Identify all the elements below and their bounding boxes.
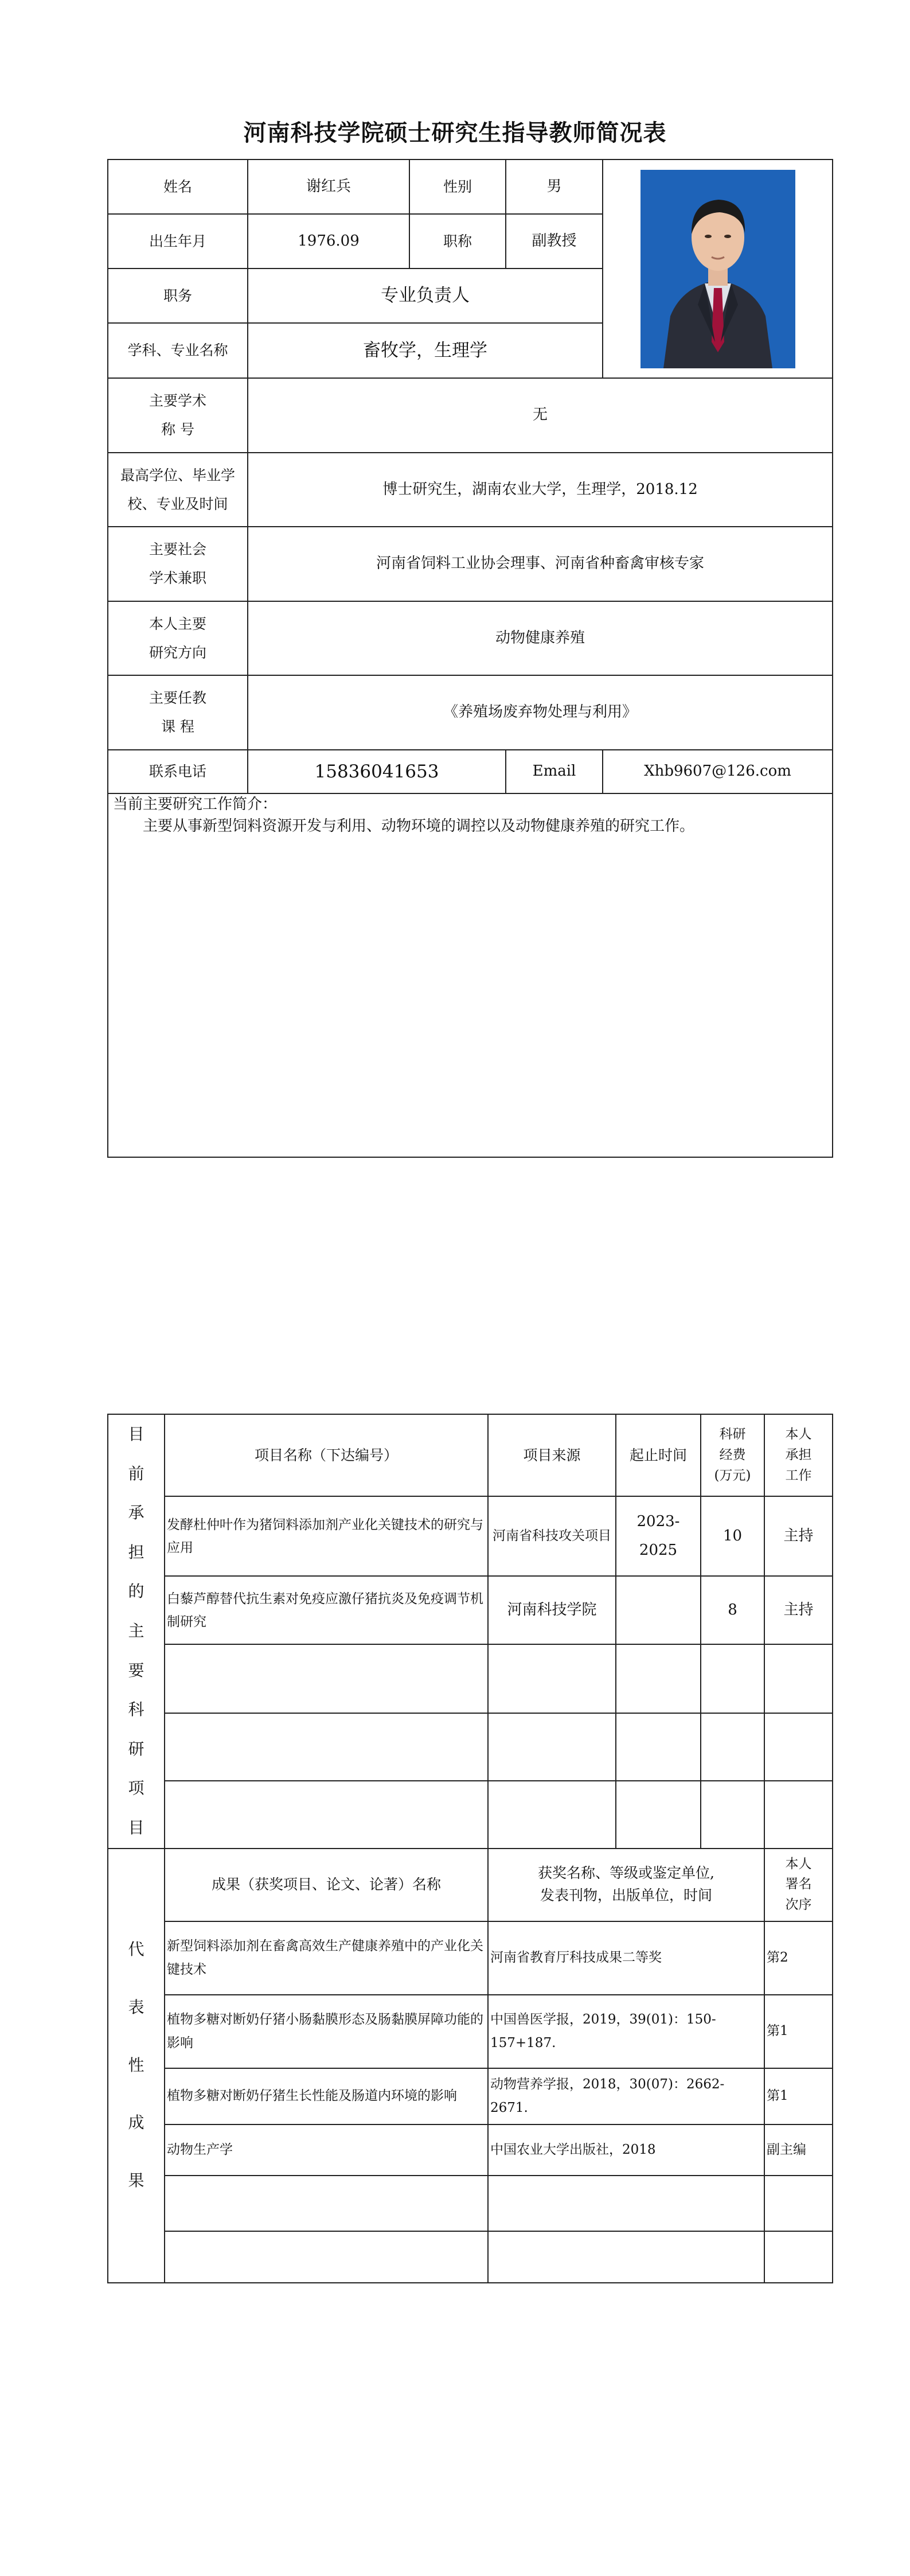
discipline-label: 学科、专业名称 — [108, 323, 248, 378]
research-table — [107, 1414, 833, 2283]
project-name-header: 项目名称（下达编号） — [165, 1414, 488, 1496]
birth-value: 1976.09 — [248, 214, 409, 269]
social-label-line1: 主要社会 — [149, 541, 206, 558]
achievement-detail: 动物营养学报，2018，30(07)：2662-2671. — [488, 2068, 764, 2124]
achievement-order-header: 本人 署名 次序 — [764, 1849, 833, 1921]
name-label: 姓名 — [108, 159, 248, 214]
photo-cell — [603, 159, 833, 378]
honor-value: 无 — [248, 378, 833, 453]
degree-label-line2: 校、专业及时间 — [127, 495, 228, 512]
post-value: 专业负责人 — [248, 269, 603, 323]
honor-label-line1: 主要学术 — [149, 392, 206, 409]
table-row — [108, 2068, 833, 2124]
project-funds-header: 科研 经费 (万元) — [701, 1414, 764, 1496]
intro-cell — [108, 793, 833, 1157]
research-value: 动物健康养殖 — [248, 601, 833, 675]
project-role-header: 本人 承担 工作 — [764, 1414, 833, 1496]
research-label-line2: 研究方向 — [149, 644, 206, 661]
course-label-line1: 主要任教 — [149, 690, 206, 706]
achievement-order: 第1 — [764, 2068, 833, 2124]
gender-value: 男 — [506, 159, 603, 214]
course-label-line2: 课 程 — [161, 718, 194, 735]
achievement-order: 第1 — [764, 1995, 833, 2068]
achievement-title: 动物生产学 — [165, 2124, 488, 2176]
project-role: 主持 — [764, 1576, 833, 1644]
intro-body: 主要从事新型饲料资源开发与利用、动物环境的调控以及动物健康养殖的研究工作。 — [143, 817, 695, 835]
table-row — [108, 1995, 833, 2068]
course-value: 《养殖场废弃物处理与利用》 — [248, 675, 833, 750]
table-row — [108, 1713, 833, 1781]
email-label: Email — [506, 750, 603, 793]
achievement-title: 新型饲料添加剂在畜禽高效生产健康养殖中的产业化关键技术 — [165, 1921, 488, 1995]
table-row — [108, 1496, 833, 1576]
intro-heading: 当前主要研究工作简介： — [113, 796, 278, 813]
rank-label: 职称 — [409, 214, 506, 269]
course-label — [108, 675, 248, 750]
portrait-svg — [640, 170, 795, 368]
research-label-line1: 本人主要 — [149, 615, 206, 632]
social-label-line2: 学术兼职 — [149, 570, 206, 586]
achievement-order: 第2 — [764, 1921, 833, 1995]
page-title: 河南科技学院硕士研究生指导教师简况表 — [243, 120, 667, 146]
projects-side-label: 目 前 承 担 的 主 要 科 研 项 目 — [108, 1414, 165, 1849]
project-funds: 8 — [701, 1576, 764, 1644]
table-row — [108, 2124, 833, 2176]
project-source: 河南科技学院 — [488, 1576, 616, 1644]
achievement-title: 植物多糖对断奶仔猪小肠黏膜形态及肠黏膜屏障功能的影响 — [165, 1995, 488, 2068]
table-row — [108, 1576, 833, 1644]
table-row — [108, 1921, 833, 1995]
project-source: 河南省科技攻关项目 — [488, 1496, 616, 1576]
honor-label — [108, 378, 248, 453]
phone-label: 联系电话 — [108, 750, 248, 793]
person-portrait-icon — [640, 170, 795, 368]
project-name: 发酵杜仲叶作为猪饲料添加剂产业化关键技术的研究与应用 — [165, 1496, 488, 1576]
project-period: 2023-2025 — [616, 1496, 701, 1576]
achievement-order: 副主编 — [764, 2124, 833, 2176]
achievement-detail: 河南省教育厅科技成果二等奖 — [488, 1921, 764, 1995]
honor-label-line2: 称 号 — [161, 421, 194, 438]
social-label — [108, 527, 248, 601]
achievement-detail: 中国农业大学出版社，2018 — [488, 2124, 764, 2176]
project-name: 白藜芦醇替代抗生素对免疫应激仔猪抗炎及免疫调节机制研究 — [165, 1576, 488, 1644]
project-period-header: 起止时间 — [616, 1414, 701, 1496]
table-row — [108, 2176, 833, 2231]
table-row — [108, 1781, 833, 1849]
project-source-header: 项目来源 — [488, 1414, 616, 1496]
project-funds: 10 — [701, 1496, 764, 1576]
name-value: 谢红兵 — [248, 159, 409, 214]
table-row — [108, 1644, 833, 1713]
project-role: 主持 — [764, 1496, 833, 1576]
project-period — [616, 1576, 701, 1644]
gender-label: 性别 — [409, 159, 506, 214]
phone-value: 15836041653 — [248, 750, 506, 793]
birth-label: 出生年月 — [108, 214, 248, 269]
achievement-title-header: 成果（获奖项目、论文、论著）名称 — [165, 1849, 488, 1921]
achievement-detail: 中国兽医学报，2019，39(01)：150-157+187. — [488, 1995, 764, 2068]
email-value: Xhb9607@126.com — [603, 750, 833, 793]
discipline-value: 畜牧学，生理学 — [248, 323, 603, 378]
achievements-side-label: 代 表 性 成 果 — [108, 1849, 165, 2283]
degree-value: 博士研究生，湖南农业大学，生理学，2018.12 — [248, 453, 833, 527]
research-label — [108, 601, 248, 675]
degree-label — [108, 453, 248, 527]
social-value: 河南省饲料工业协会理事、河南省种畜禽审核专家 — [248, 527, 833, 601]
achievement-detail-header: 获奖名称、等级或鉴定单位, 发表刊物，出版单位，时间 — [488, 1849, 764, 1921]
table-row — [108, 2231, 833, 2283]
rank-value: 副教授 — [506, 214, 603, 269]
achievement-title: 植物多糖对断奶仔猪生长性能及肠道内环境的影响 — [165, 2068, 488, 2124]
degree-label-line1: 最高学位、毕业学 — [120, 466, 235, 484]
post-label: 职务 — [108, 269, 248, 323]
profile-table — [107, 159, 833, 1158]
